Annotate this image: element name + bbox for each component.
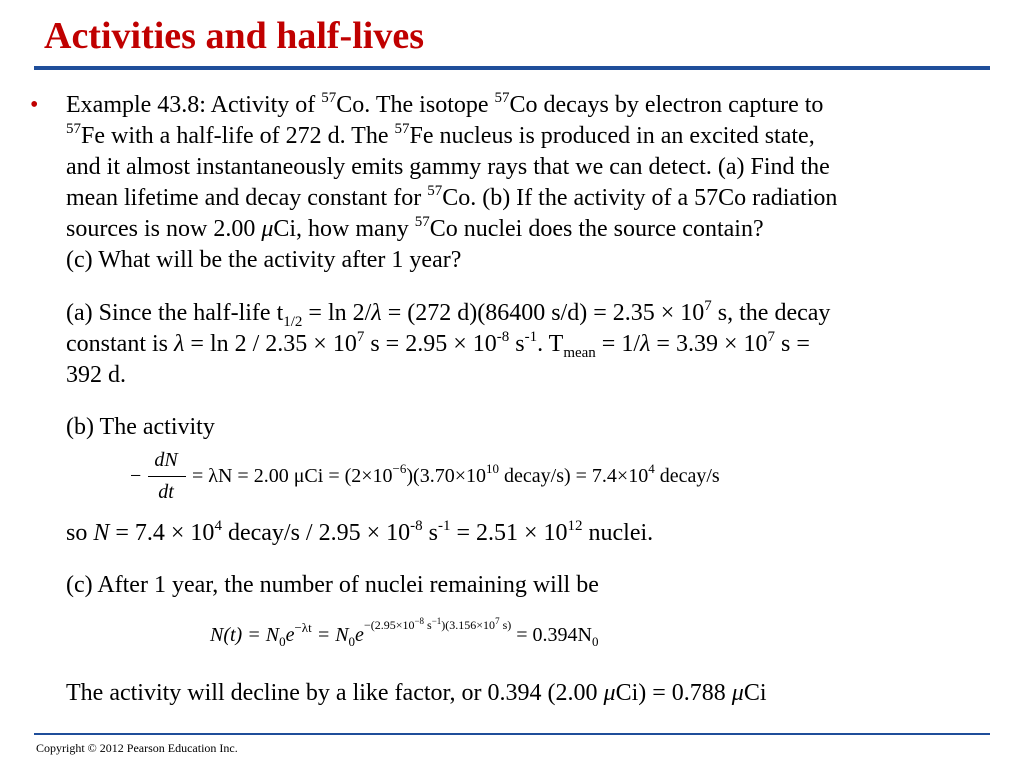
- problem-line-4: mean lifetime and decay constant for $^{57}$Co. (b) If the activity of a 57Co radiation: [66, 183, 838, 211]
- bullet-marker: •: [30, 92, 39, 118]
- answer-a-line-2: constant is $\lambda = \ln 2 / 2.35 \times 10^7$ $s = 2.95 \times 10^{-8}$ $s^{-1}$. $T_{mean} = 1/\lambda = 3.39 \times 10^7$ s =: [66, 329, 810, 361]
- problem-line-1: Example 43.8: Activity of $^{57}$Co. The isotope $^{57}$Co decays by electron capture to: [66, 90, 824, 118]
- answer-c-conclusion: The activity will decline by a like factor, or 0.394 (2.00 μCi) = 0.788 μCi: [66, 680, 767, 706]
- decay-eq: $N(t) = N_0e^{-\lambda t} = N_0e^{-(2.95\times 10^{-8} s^{-1})(3.156\times 10^7 s)} = 0.394N_0$: [210, 616, 599, 649]
- activity-eq-minus: −: [130, 465, 142, 487]
- copyright-footer: Copyright © 2012 Pearson Education Inc.: [36, 741, 238, 755]
- activity-eq-denominator: dt: [158, 481, 174, 503]
- problem-line-6: (c) What will be the activity after 1 year?: [66, 247, 462, 273]
- activity-eq-fraction-bar: [148, 476, 186, 477]
- answer-b-result: so $N = 7.4 \times 10^4$ decay/s / $2.95 \times 10^{-8}$ $s^{-1} = 2.51 \times 10^{12}$ nuclei.: [66, 518, 654, 546]
- slide-title: Activities and half-lives: [44, 15, 424, 57]
- answer-c-heading: (c) After 1 year, the number of nuclei remaining will be: [66, 572, 599, 598]
- answer-a-line-3: 392 d.: [66, 362, 126, 388]
- problem-line-3: and it almost instantaneously emits gammy rays that we can detect. (a) Find the: [66, 154, 830, 180]
- activity-eq-numerator: dN: [154, 449, 178, 471]
- footer-divider: [34, 733, 990, 735]
- answer-b-heading: (b) The activity: [66, 414, 215, 440]
- title-divider: [34, 66, 990, 70]
- activity-eq-body: = λN = 2.00 $\mu Ci = (2\times 10^{-6})(3.70\times 10^{10}$ decay/s) = $7.4\times 10^4$ decay/s: [192, 461, 720, 487]
- problem-line-5: sources is now 2.00 μCi, how many $^{57}$Co nuclei does the source contain?: [66, 214, 764, 242]
- answer-a-line-1: (a) Since the half-life $t_{1/2} = \ln 2/\lambda = (272$ d)(86400 $s/d) = 2.35 \times 10^7$ s, the decay: [66, 298, 831, 330]
- problem-line-2: $^{57}$Fe with a half-life of 272 d. The $^{57}$Fe nucleus is produced in an excited state,: [66, 121, 815, 149]
